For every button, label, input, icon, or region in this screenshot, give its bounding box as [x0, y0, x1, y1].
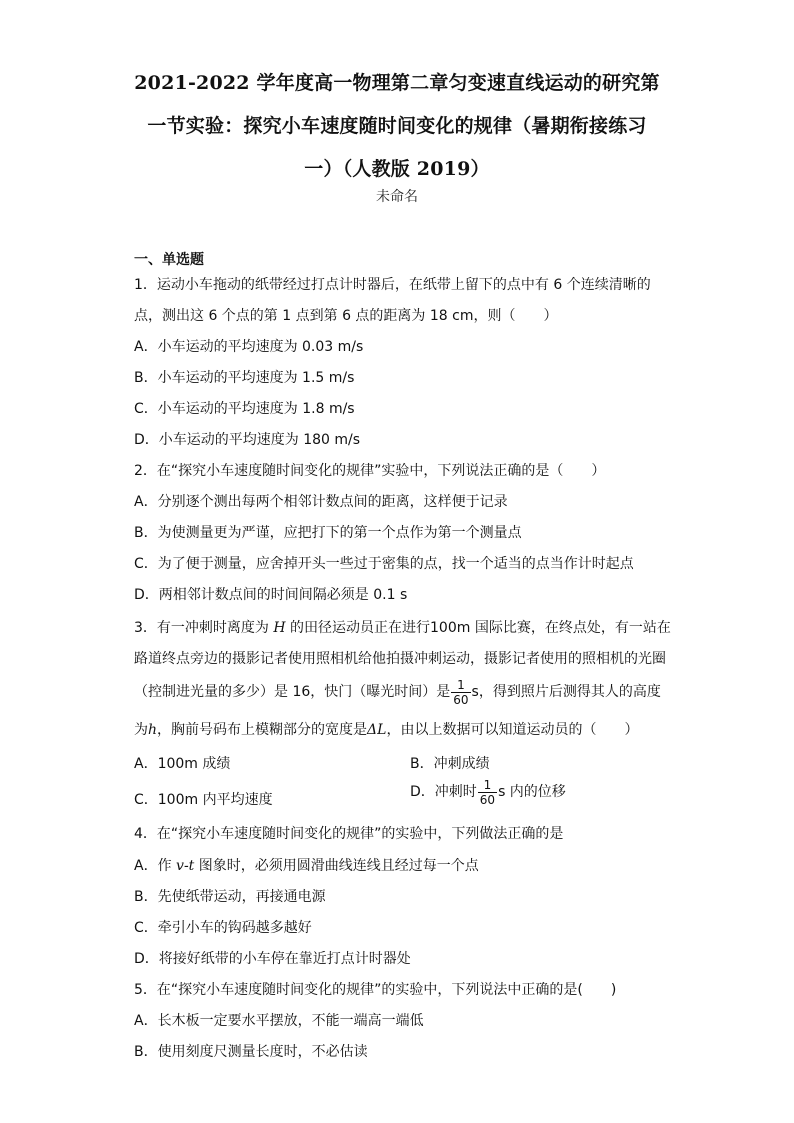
q3-fraction: [478, 778, 497, 807]
q3-option-c: C．100m 内平均速度: [134, 792, 273, 808]
q3-text: s 内的位移: [498, 784, 566, 800]
q2-stem: 2．在“探究小车速度随时间变化的规律”实验中，下列说法正确的是（ ）: [134, 463, 606, 479]
q1-stem-line-2: 点，测出这 6 个点的第 1 点到第 6 点的距离为 18 cm，则（ ）: [134, 308, 558, 324]
q3-option-a: A．100m 成绩: [134, 756, 231, 772]
q3-text: D．冲刺时: [410, 784, 477, 800]
fraction-numerator: 1: [478, 778, 497, 793]
section-heading: 一、单选题: [134, 252, 204, 268]
q3-fraction: [451, 678, 470, 707]
q3-stem-line-2: 路道终点旁边的摄影记者使用照相机给他拍摄冲刺运动，摄影记者使用的照相机的光圈: [134, 651, 666, 667]
q3-text: ，由以上数据可以知道运动员的（ ）: [386, 722, 639, 738]
title-line: 一节实验：探究小车速度随时间变化的规律（暑期衔接练习: [147, 115, 647, 137]
title-line: 2021-2022 学年度高一物理第二章匀变速直线运动的研究第: [134, 72, 660, 94]
q2-option-c: C．为了便于测量，应舍掉开头一些过于密集的点，找一个适当的点当作计时起点: [134, 556, 634, 572]
q4-option-a: [134, 856, 479, 876]
q5-stem: 5．在“探究小车速度随时间变化的规律”的实验中，下列说法中正确的是( ): [134, 982, 617, 998]
q2-option-d: D．两相邻计数点间的时间间隔必须是 0.1 s: [134, 587, 408, 603]
q3-variable-h: h: [148, 722, 158, 738]
q3-text: ，胸前号码布上模糊部分的宽度是: [157, 722, 368, 738]
document-subtitle: 未命名: [376, 189, 418, 205]
q3-option-d: [410, 777, 566, 807]
q1-option-d: D．小车运动的平均速度为 180 m/s: [134, 432, 361, 448]
q2-option-a: A．分别逐个测出每两个相邻计数点间的距离，这样便于记录: [134, 494, 508, 510]
q2-option-b: B．为使测量更为严谨，应把打下的第一个点作为第一个测量点: [134, 525, 522, 541]
q5-option-b: B．使用刻度尺测量长度时，不必估读: [134, 1044, 368, 1060]
q3-stem-line-1: [134, 618, 671, 638]
title-line: 一）（人教版 2019）: [304, 158, 490, 180]
fraction-denominator: 60: [453, 692, 469, 707]
q3-option-b: B．冲刺成绩: [410, 756, 490, 772]
q3-text: 为: [134, 722, 148, 738]
q3-variable-h-upper: H: [273, 620, 286, 636]
q4-option-c: C．牵引小车的钩码越多越好: [134, 920, 312, 936]
q4-text: 图象时，必须用圆滑曲线连线且经过每一个点: [194, 858, 479, 874]
document-title: [100, 62, 694, 191]
q3-variable-delta-l: ΔL: [367, 722, 387, 738]
q1-stem-line-1: 1．运动小车拖动的纸带经过打点计时器后，在纸带上留下的点中有 6 个连续清晰的: [134, 277, 651, 293]
q4-variable-vt: v-t: [176, 858, 195, 874]
q4-option-d: D．将接好纸带的小车停在靠近打点计时器处: [134, 951, 411, 967]
q1-option-c: C．小车运动的平均速度为 1.8 m/s: [134, 401, 355, 417]
q4-text: A．作: [134, 858, 177, 874]
q1-option-a: A．小车运动的平均速度为 0.03 m/s: [134, 339, 364, 355]
q5-option-a: A．长木板一定要水平摆放，不能一端高一端低: [134, 1013, 424, 1029]
q3-text: 的田径运动员正在进行100m 国际比赛，在终点处，有一站在: [285, 620, 671, 636]
fraction-denominator: 60: [479, 792, 496, 807]
q3-stem-line-4: [134, 720, 638, 740]
q3-text: （控制进光量的多少）是 16，快门（曝光时间）是: [134, 684, 451, 700]
q3-text: s，得到照片后测得其人的高度: [471, 684, 661, 700]
q3-stem-line-3: [134, 677, 661, 707]
q1-option-b: B．小车运动的平均速度为 1.5 m/s: [134, 370, 355, 386]
q4-stem: 4．在“探究小车速度随时间变化的规律”的实验中，下列做法正确的是: [134, 826, 564, 842]
q4-option-b: B．先使纸带运动，再接通电源: [134, 889, 326, 905]
q3-text: 3．有一冲刺时离度为: [134, 620, 274, 636]
fraction-numerator: 1: [451, 678, 470, 693]
